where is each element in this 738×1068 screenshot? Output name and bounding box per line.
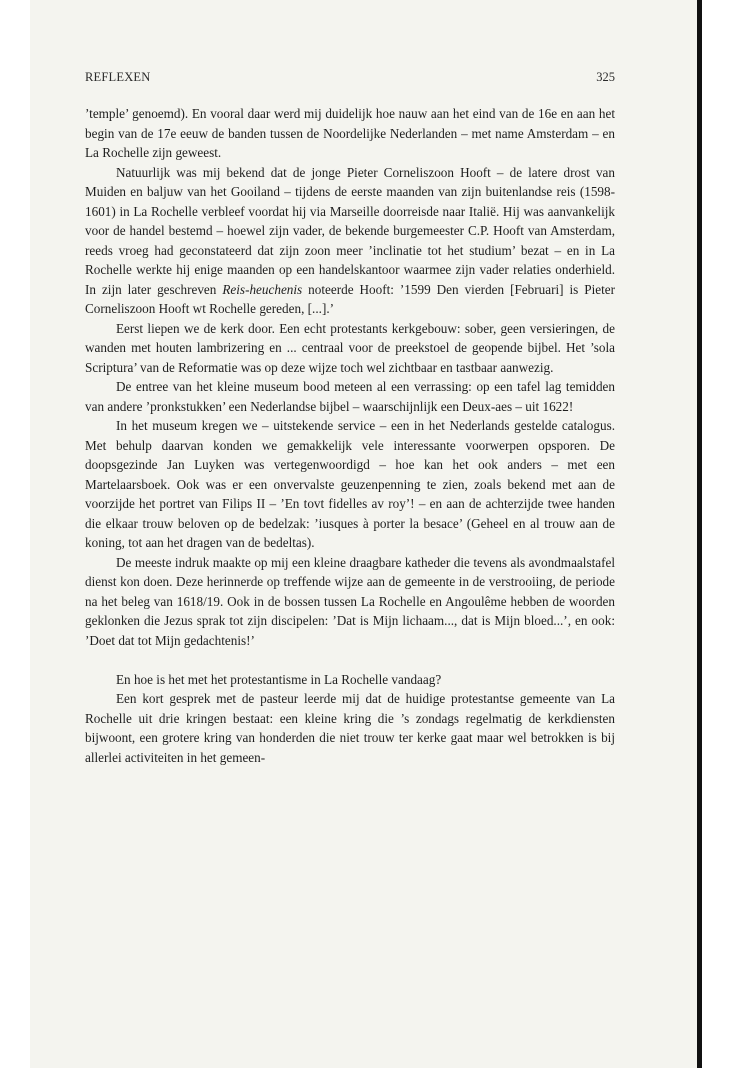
paragraph: In het museum kregen we – uitstekende service – een in het Nederlands gestelde catalogus. Met behulp daarvan konden we gemakkelijk vele interessante voorwerpen opsporen. De doopsgezinde Jan Luyken was vertegenwoordigd – hoe kan het ook anders – met een Martelaarsboek. Ook was er een onvervalste geuzenpenning te zien, zoals bekend met aan de voorzijde het portret van Filips II – ’En tovt fidelles av roy’! – en aan de achterzijde twee handen die elkaar trouw beloven op de bedelzak: ’iusques à porter la besace’ (Geheel en al trouw aan de koning, tot aan het dragen van de bedeltas). [85,418,615,550]
paragraph [85,163,615,319]
paragraph: De entree van het kleine museum bood meteen al een verrassing: op een tafel lag temidden van andere ’pronkstukken’ een Nederlandse bijbel – waarschijnlijk een Deux-aes – uit 1622! [85,379,615,414]
paragraph: De meeste indruk maakte op mij een kleine draagbare katheder die tevens als avondmaalstafel dienst kon doen. Deze herinnerde op treffende wijze aan de gemeente in de verstrooiing, de periode na het beleg van 1618/19. Ook in de bossen tussen La Rochelle en Angoulême hebben de woorden geklonken die Jezus sprak tot zijn discipelen: ’Dat is Mijn lichaam..., dat is Mijn bloed...’, en ook: ’Doet dat tot Mijn gedachtenis!’ [85,554,615,648]
book-title: Reis-heuchenis [222,281,303,297]
page-edge-border [697,0,702,1068]
running-head: REFLEXEN [85,70,151,84]
paragraph: En hoe is het met het protestantisme in La Rochelle vandaag? [116,671,442,687]
page-number: 325 [596,70,615,84]
body-text [85,104,615,767]
paragraph: Eerst liepen we de kerk door. Een echt protestants kerkgebouw: sober, geen versieringen, de wanden met houten lambrizering en ... centraal voor de preekstoel de geopende bijbel. Het ’sola Scriptura’ van de Reformatie was op deze wijze toch wel zichtbaar en tastbaar aanwezig. [85,320,615,375]
paragraph-text: noteerde Hooft: ’1599 Den vierden [Februari] is Pieter Corneliszoon Hooft wt Rochelle gereden, [...].’ [85,281,616,316]
paragraph: ’temple’ genoemd). En vooral daar werd mij duidelijk hoe nauw aan het eind van de 16e en aan het begin van de 17e eeuw de banden tussen de Noordelijke Nederlanden – met name Amsterdam – en La Rochelle zijn geweest. [85,106,615,160]
paragraph: Een kort gesprek met de pasteur leerde mij dat de huidige protestantse gemeente van La Rochelle uit drie kringen bestaat: een kleine kring die ’s zondags regelmatig de kerkdiensten bijwoont, een grotere kring van honderden die niet trouw ter kerke gaat maar wel betrokken is bij allerlei activiteiten in het gemeen- [85,691,615,765]
paragraph-text: Natuurlijk was mij bekend dat de jonge Pieter Corneliszoon Hooft – de latere drost van Muiden en baljuw van het Gooiland – tijdens de eerste maanden van zijn buitenlandse reis (1598-1601) in La Rochelle verbleef voordat hij via Marseille doorreisde naar Italië. Hij was aanvankelijk voor de handel bestemd – hoewel zijn vader, de bekende burgemeester C.P. Hooft van Amsterdam, reeds vroeg had geconstateerd dat zijn zoon meer ’inclinatie tot het studium’ bezat – en in La Rochelle werkte hij enige maanden op een handelskantoor waarmee zijn vader relaties onderhield. In zijn later geschreven [85,164,615,297]
